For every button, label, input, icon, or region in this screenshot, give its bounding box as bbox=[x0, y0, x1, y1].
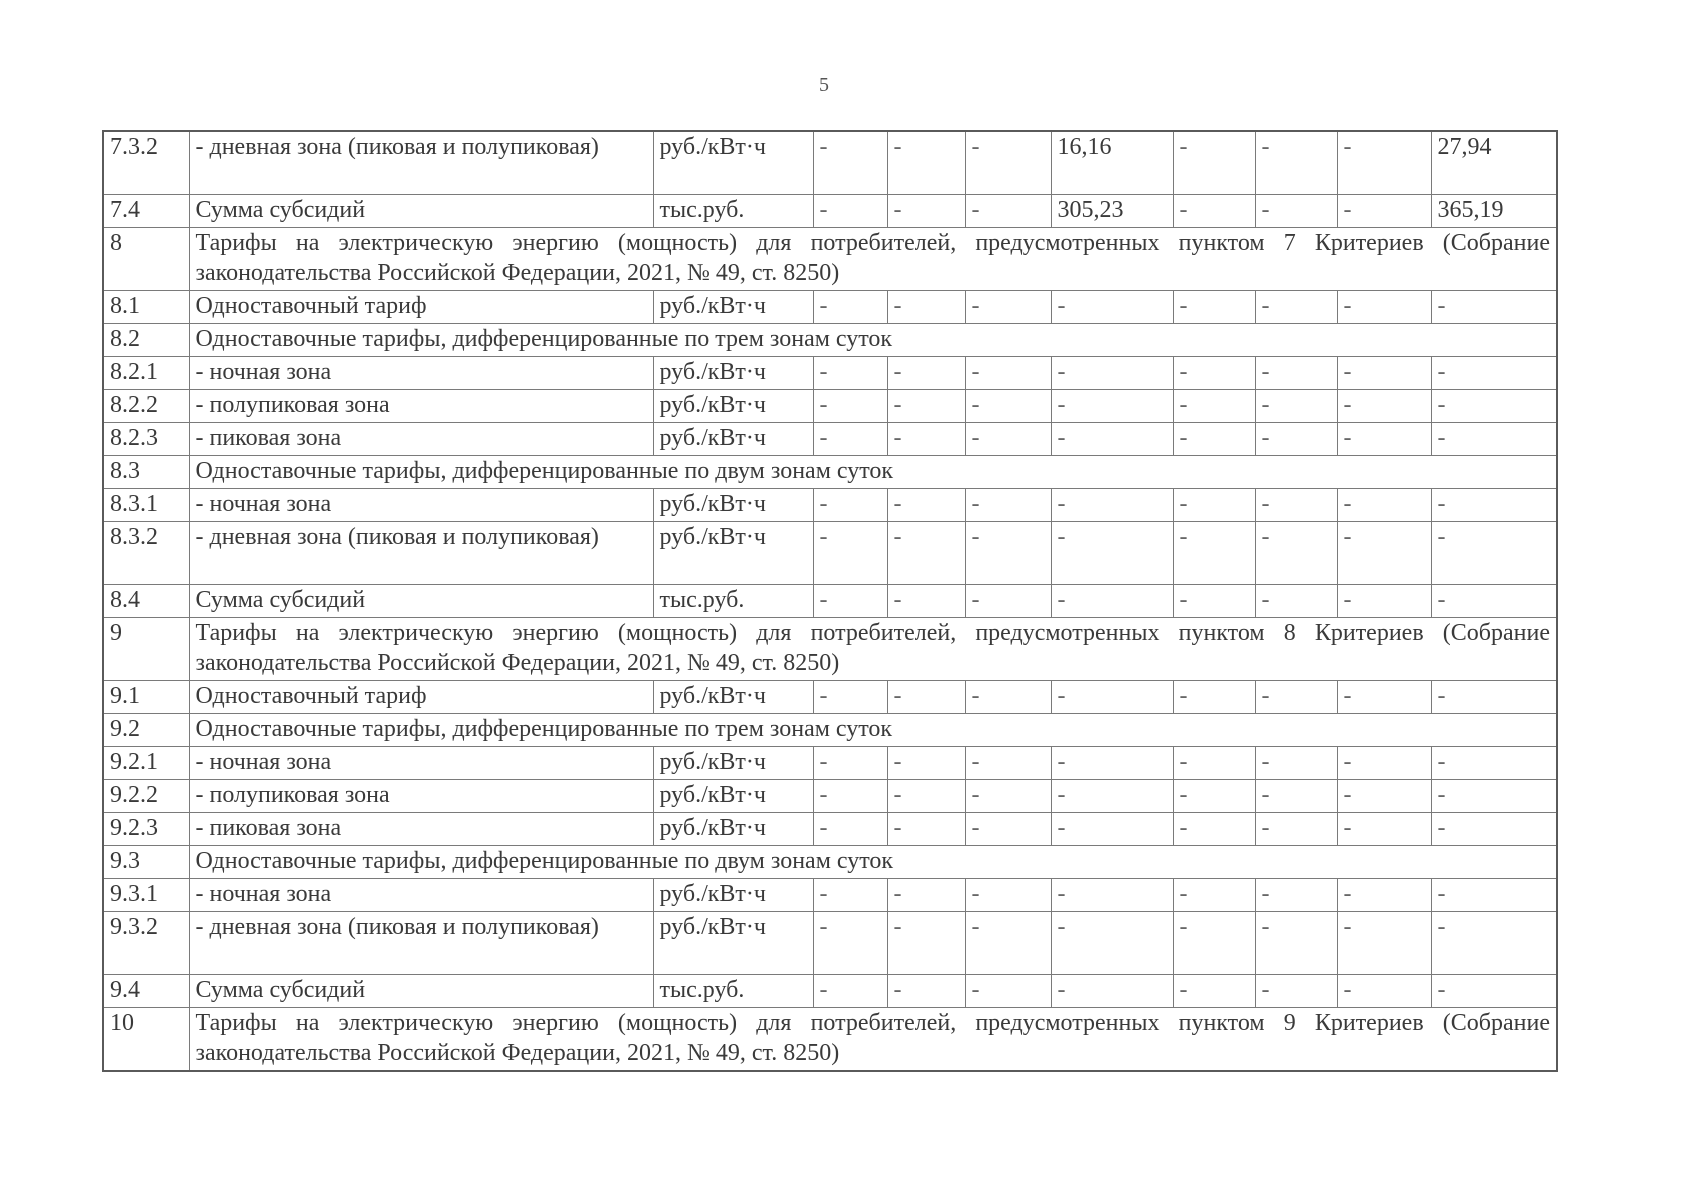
value-cell: - bbox=[1051, 780, 1173, 813]
value-cell: - bbox=[887, 585, 965, 618]
value-cell: - bbox=[965, 681, 1051, 714]
value-cell: - bbox=[965, 291, 1051, 324]
row-name: Одноставочный тариф bbox=[189, 291, 653, 324]
group-title: Одноставочные тарифы, дифференцированные по трем зонам суток bbox=[189, 714, 1557, 747]
value-cell: - bbox=[1173, 813, 1255, 846]
row-number: 7.4 bbox=[103, 195, 189, 228]
value-cell: - bbox=[965, 131, 1051, 195]
value-cell: - bbox=[813, 291, 887, 324]
row-name: Сумма субсидий bbox=[189, 195, 653, 228]
value-cell: - bbox=[813, 585, 887, 618]
value-cell: - bbox=[887, 813, 965, 846]
row-number: 8.4 bbox=[103, 585, 189, 618]
value-cell: - bbox=[1255, 390, 1337, 423]
row-number: 9.2.1 bbox=[103, 747, 189, 780]
row-unit: руб./кВт·ч bbox=[653, 489, 813, 522]
value-cell: - bbox=[1431, 522, 1557, 585]
row-number: 9 bbox=[103, 618, 189, 681]
table-row bbox=[103, 618, 1557, 681]
value-cell: - bbox=[887, 357, 965, 390]
value-cell: - bbox=[887, 131, 965, 195]
table-row bbox=[103, 780, 1557, 813]
value-cell: - bbox=[1051, 585, 1173, 618]
value-cell: - bbox=[887, 522, 965, 585]
value-cell: - bbox=[813, 681, 887, 714]
row-number: 8 bbox=[103, 228, 189, 291]
value-cell: - bbox=[1255, 291, 1337, 324]
row-unit: тыс.руб. bbox=[653, 195, 813, 228]
row-number: 8.1 bbox=[103, 291, 189, 324]
value-cell: - bbox=[1337, 747, 1431, 780]
value-cell: - bbox=[1431, 912, 1557, 975]
value-cell: - bbox=[1173, 489, 1255, 522]
group-title: Одноставочные тарифы, дифференцированные по двум зонам суток bbox=[189, 846, 1557, 879]
row-name: - ночная зона bbox=[189, 747, 653, 780]
value-cell: - bbox=[1431, 357, 1557, 390]
table-row bbox=[103, 813, 1557, 846]
row-unit: руб./кВт·ч bbox=[653, 879, 813, 912]
value-cell: - bbox=[1431, 585, 1557, 618]
value-cell: - bbox=[1255, 813, 1337, 846]
value-cell: - bbox=[1255, 780, 1337, 813]
value-cell: - bbox=[1173, 195, 1255, 228]
row-unit: тыс.руб. bbox=[653, 975, 813, 1008]
value-cell: - bbox=[1431, 681, 1557, 714]
value-cell: - bbox=[887, 291, 965, 324]
value-cell: - bbox=[1255, 357, 1337, 390]
section-title: Тарифы на электрическую энергию (мощность) для потребителей, предусмотренных пунктом 7 Критериев (Собрание законодательства Российской Федерации, 2021, № 49, ст. 8250) bbox=[189, 228, 1557, 291]
value-cell: - bbox=[1051, 747, 1173, 780]
row-number: 8.2 bbox=[103, 324, 189, 357]
row-unit: руб./кВт·ч bbox=[653, 912, 813, 975]
value-cell: - bbox=[887, 975, 965, 1008]
value-cell: - bbox=[1051, 423, 1173, 456]
value-cell: - bbox=[965, 195, 1051, 228]
value-cell: - bbox=[1431, 390, 1557, 423]
table-row bbox=[103, 195, 1557, 228]
value-cell: - bbox=[1051, 357, 1173, 390]
value-cell: - bbox=[1051, 813, 1173, 846]
row-number: 9.2 bbox=[103, 714, 189, 747]
value-cell: - bbox=[1173, 423, 1255, 456]
value-cell: - bbox=[1173, 131, 1255, 195]
group-title: Одноставочные тарифы, дифференцированные по трем зонам суток bbox=[189, 324, 1557, 357]
value-cell: - bbox=[887, 390, 965, 423]
value-cell: - bbox=[887, 780, 965, 813]
row-name: - дневная зона (пиковая и полупиковая) bbox=[189, 912, 653, 975]
value-cell: - bbox=[965, 975, 1051, 1008]
value-cell: - bbox=[1051, 291, 1173, 324]
value-cell: - bbox=[965, 879, 1051, 912]
value-cell: - bbox=[1337, 879, 1431, 912]
value-cell: - bbox=[1051, 975, 1173, 1008]
value-cell: - bbox=[813, 522, 887, 585]
tariff-table bbox=[102, 130, 1558, 1072]
value-cell: - bbox=[965, 747, 1051, 780]
value-cell: - bbox=[965, 780, 1051, 813]
value-cell: - bbox=[1431, 879, 1557, 912]
tariff-table-body bbox=[103, 131, 1557, 1071]
value-cell: - bbox=[887, 912, 965, 975]
value-cell: - bbox=[965, 357, 1051, 390]
value-cell: - bbox=[1337, 131, 1431, 195]
row-name: - ночная зона bbox=[189, 489, 653, 522]
row-name: - дневная зона (пиковая и полупиковая) bbox=[189, 131, 653, 195]
value-cell: - bbox=[1173, 747, 1255, 780]
value-cell: - bbox=[887, 489, 965, 522]
table-row bbox=[103, 390, 1557, 423]
value-cell: - bbox=[1431, 423, 1557, 456]
row-name: Сумма субсидий bbox=[189, 585, 653, 618]
value-cell: - bbox=[1431, 813, 1557, 846]
row-unit: руб./кВт·ч bbox=[653, 423, 813, 456]
value-cell: - bbox=[1431, 747, 1557, 780]
value-cell: - bbox=[1255, 489, 1337, 522]
value-cell: 365,19 bbox=[1431, 195, 1557, 228]
value-cell: - bbox=[887, 195, 965, 228]
table-row bbox=[103, 585, 1557, 618]
value-cell: 27,94 bbox=[1431, 131, 1557, 195]
value-cell: - bbox=[965, 390, 1051, 423]
row-name: Одноставочный тариф bbox=[189, 681, 653, 714]
row-number: 8.2.1 bbox=[103, 357, 189, 390]
row-number: 9.3 bbox=[103, 846, 189, 879]
table-row bbox=[103, 975, 1557, 1008]
value-cell: - bbox=[1051, 390, 1173, 423]
row-name: - пиковая зона bbox=[189, 423, 653, 456]
value-cell: - bbox=[1051, 912, 1173, 975]
value-cell: - bbox=[1173, 912, 1255, 975]
value-cell: - bbox=[1173, 522, 1255, 585]
value-cell: - bbox=[1255, 585, 1337, 618]
value-cell: - bbox=[965, 423, 1051, 456]
row-number: 8.2.3 bbox=[103, 423, 189, 456]
value-cell: - bbox=[887, 423, 965, 456]
value-cell: - bbox=[1173, 879, 1255, 912]
value-cell: - bbox=[1255, 195, 1337, 228]
value-cell: - bbox=[813, 357, 887, 390]
row-unit: руб./кВт·ч bbox=[653, 747, 813, 780]
row-unit: руб./кВт·ч bbox=[653, 291, 813, 324]
row-name: - полупиковая зона bbox=[189, 780, 653, 813]
section-title: Тарифы на электрическую энергию (мощность) для потребителей, предусмотренных пунктом 8 Критериев (Собрание законодательства Российской Федерации, 2021, № 49, ст. 8250) bbox=[189, 618, 1557, 681]
row-unit: руб./кВт·ч bbox=[653, 681, 813, 714]
value-cell: - bbox=[1255, 747, 1337, 780]
value-cell: - bbox=[1431, 780, 1557, 813]
row-number: 9.4 bbox=[103, 975, 189, 1008]
row-number: 7.3.2 bbox=[103, 131, 189, 195]
page-number: 5 bbox=[819, 74, 829, 96]
value-cell: - bbox=[1051, 879, 1173, 912]
table-row bbox=[103, 846, 1557, 879]
value-cell: - bbox=[1337, 585, 1431, 618]
value-cell: - bbox=[1337, 681, 1431, 714]
row-name: - ночная зона bbox=[189, 879, 653, 912]
value-cell: - bbox=[1051, 522, 1173, 585]
row-name: - дневная зона (пиковая и полупиковая) bbox=[189, 522, 653, 585]
value-cell: - bbox=[813, 195, 887, 228]
row-name: - пиковая зона bbox=[189, 813, 653, 846]
value-cell: - bbox=[1051, 681, 1173, 714]
value-cell: - bbox=[1431, 291, 1557, 324]
value-cell: - bbox=[1173, 681, 1255, 714]
value-cell: - bbox=[813, 423, 887, 456]
row-number: 8.3 bbox=[103, 456, 189, 489]
row-name: - полупиковая зона bbox=[189, 390, 653, 423]
value-cell: - bbox=[887, 681, 965, 714]
table-row bbox=[103, 747, 1557, 780]
row-unit: руб./кВт·ч bbox=[653, 522, 813, 585]
table-row bbox=[103, 522, 1557, 585]
value-cell: - bbox=[965, 522, 1051, 585]
row-unit: руб./кВт·ч bbox=[653, 780, 813, 813]
row-number: 8.3.1 bbox=[103, 489, 189, 522]
value-cell: - bbox=[1255, 975, 1337, 1008]
value-cell: - bbox=[965, 813, 1051, 846]
value-cell: - bbox=[813, 975, 887, 1008]
value-cell: - bbox=[813, 131, 887, 195]
table-row bbox=[103, 1008, 1557, 1072]
row-number: 9.3.2 bbox=[103, 912, 189, 975]
value-cell: - bbox=[1255, 912, 1337, 975]
row-unit: руб./кВт·ч bbox=[653, 357, 813, 390]
table-row bbox=[103, 456, 1557, 489]
value-cell: 16,16 bbox=[1051, 131, 1173, 195]
table-row bbox=[103, 489, 1557, 522]
value-cell: - bbox=[1337, 780, 1431, 813]
value-cell: - bbox=[813, 879, 887, 912]
value-cell: - bbox=[965, 585, 1051, 618]
value-cell: - bbox=[1255, 681, 1337, 714]
value-cell: - bbox=[813, 747, 887, 780]
value-cell: - bbox=[887, 879, 965, 912]
table-row bbox=[103, 357, 1557, 390]
value-cell: - bbox=[1173, 975, 1255, 1008]
row-unit: руб./кВт·ч bbox=[653, 813, 813, 846]
row-unit: тыс.руб. bbox=[653, 585, 813, 618]
value-cell: - bbox=[813, 780, 887, 813]
value-cell: - bbox=[1431, 975, 1557, 1008]
value-cell: - bbox=[965, 912, 1051, 975]
table-row bbox=[103, 681, 1557, 714]
table-row bbox=[103, 324, 1557, 357]
value-cell: - bbox=[1173, 390, 1255, 423]
table-row bbox=[103, 714, 1557, 747]
value-cell: - bbox=[1431, 489, 1557, 522]
row-number: 8.3.2 bbox=[103, 522, 189, 585]
row-unit: руб./кВт·ч bbox=[653, 390, 813, 423]
row-number: 9.2.3 bbox=[103, 813, 189, 846]
value-cell: - bbox=[1051, 489, 1173, 522]
value-cell: - bbox=[1337, 813, 1431, 846]
row-name: Сумма субсидий bbox=[189, 975, 653, 1008]
row-unit: руб./кВт·ч bbox=[653, 131, 813, 195]
table-row bbox=[103, 228, 1557, 291]
row-number: 10 bbox=[103, 1008, 189, 1072]
value-cell: - bbox=[813, 489, 887, 522]
value-cell: - bbox=[887, 747, 965, 780]
value-cell: - bbox=[1337, 357, 1431, 390]
value-cell: - bbox=[1337, 975, 1431, 1008]
row-number: 9.1 bbox=[103, 681, 189, 714]
value-cell: - bbox=[1337, 291, 1431, 324]
table-row bbox=[103, 879, 1557, 912]
value-cell: - bbox=[1255, 879, 1337, 912]
value-cell: - bbox=[1337, 423, 1431, 456]
value-cell: - bbox=[1337, 912, 1431, 975]
value-cell: - bbox=[1173, 291, 1255, 324]
table-row bbox=[103, 131, 1557, 195]
value-cell: - bbox=[1337, 390, 1431, 423]
value-cell: - bbox=[1337, 522, 1431, 585]
value-cell: - bbox=[1337, 489, 1431, 522]
value-cell: - bbox=[965, 489, 1051, 522]
value-cell: - bbox=[1173, 585, 1255, 618]
table-row bbox=[103, 912, 1557, 975]
value-cell: - bbox=[1337, 195, 1431, 228]
value-cell: - bbox=[1255, 423, 1337, 456]
row-number: 9.2.2 bbox=[103, 780, 189, 813]
row-number: 8.2.2 bbox=[103, 390, 189, 423]
group-title: Одноставочные тарифы, дифференцированные по двум зонам суток bbox=[189, 456, 1557, 489]
value-cell: - bbox=[813, 390, 887, 423]
value-cell: 305,23 bbox=[1051, 195, 1173, 228]
value-cell: - bbox=[1255, 131, 1337, 195]
value-cell: - bbox=[1173, 357, 1255, 390]
value-cell: - bbox=[1255, 522, 1337, 585]
value-cell: - bbox=[1173, 780, 1255, 813]
section-title: Тарифы на электрическую энергию (мощность) для потребителей, предусмотренных пунктом 9 Критериев (Собрание законодательства Российской Федерации, 2021, № 49, ст. 8250) bbox=[189, 1008, 1557, 1072]
row-name: - ночная зона bbox=[189, 357, 653, 390]
value-cell: - bbox=[813, 912, 887, 975]
value-cell: - bbox=[813, 813, 887, 846]
table-row bbox=[103, 423, 1557, 456]
row-number: 9.3.1 bbox=[103, 879, 189, 912]
table-row bbox=[103, 291, 1557, 324]
